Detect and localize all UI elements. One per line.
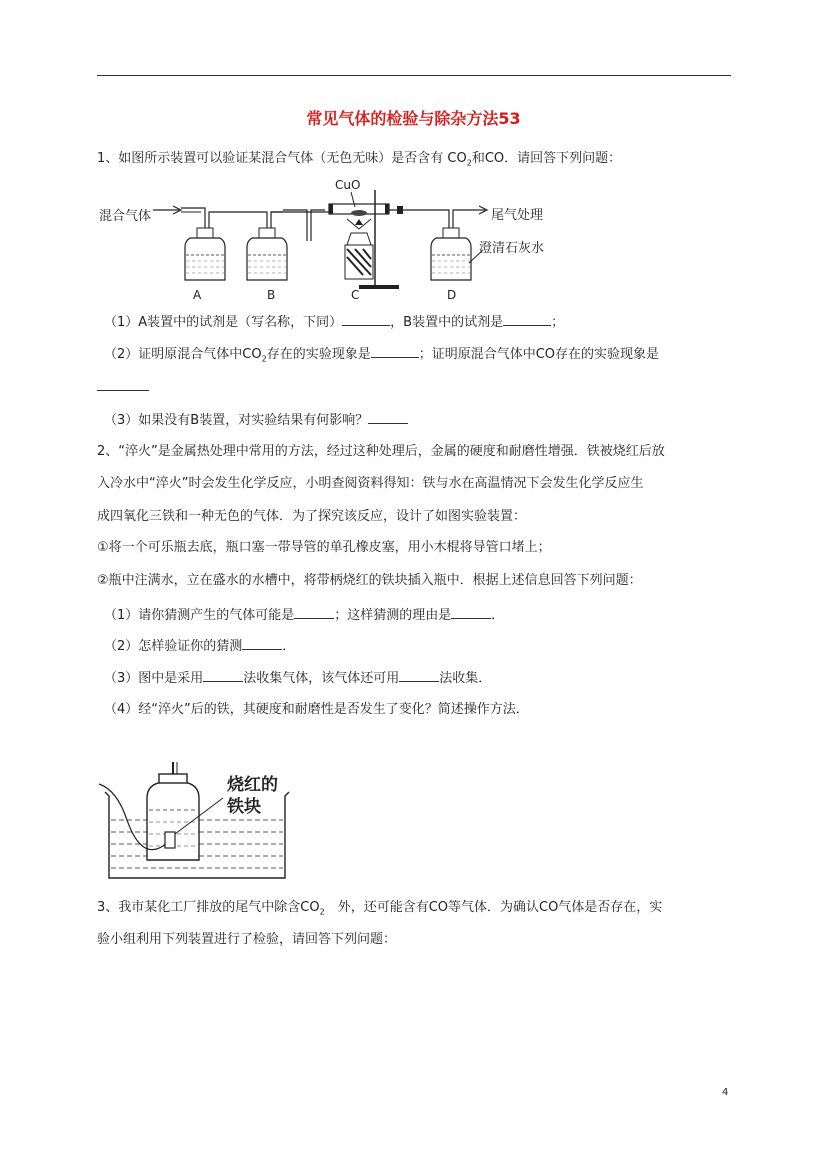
q1-part2: [104, 344, 659, 369]
q2-quench-figure: [97, 760, 297, 890]
q1-fig-limewater-label: 澄清石灰水: [479, 241, 545, 256]
q1-part2-text-mid: 存在的实验现象是: [266, 347, 371, 362]
q1-part2-blank-a[interactable]: [371, 344, 419, 358]
page-number: 4: [722, 1087, 729, 1098]
q2-line2: 入冷水中“淬火”时会发生化学反应，小明查阅资料得知：铁与水在高温情况下会发生化学反应生: [97, 476, 644, 491]
q2-part3-text-mid: 法收集气体，该气体还可用: [243, 671, 400, 686]
q1-stem: [97, 150, 621, 173]
q1-fig-label-d: D: [447, 288, 457, 302]
q1-fig-outlet-label: 尾气处理: [491, 208, 544, 223]
q1-fig-label-b: B: [267, 288, 276, 302]
q1-part2-blank-b[interactable]: [97, 377, 149, 391]
bottle-b: [247, 228, 287, 280]
q2-line3: 成四氧化三铁和一种无色的气体．为了探究该反应，设计了如图实验装置：: [97, 509, 527, 524]
q3-line2: 验小组利用下列装置进行了检验，请回答下列问题：: [97, 932, 397, 947]
q3-line1: [97, 899, 662, 922]
q1-part2-text: （2）证明原混合气体中CO: [104, 347, 262, 362]
heating-tube-c: [329, 190, 399, 289]
q2-part2-text: （2）怎样验证你的猜测: [104, 639, 243, 654]
q1-fig-cuo-label: CuO: [335, 178, 361, 192]
q1-apparatus-figure: [97, 175, 567, 305]
q1-fig-inlet-label: 混合气体: [99, 209, 152, 224]
q2-part2-text-end: ．: [282, 639, 296, 654]
q2-part2-blank[interactable]: [242, 636, 282, 650]
q2-part1-text-mid: ；这样猜测的理由是: [334, 608, 452, 623]
bottle-a: [185, 228, 225, 280]
q1-part2-subscript: 2: [261, 354, 267, 364]
q2-step1: ①将一个可乐瓶去底，瓶口塞一带导管的单孔橡皮塞，用小木棍将导管口堵上；: [97, 540, 551, 555]
q2-part1-blank-b[interactable]: [451, 605, 491, 619]
q1-part1-text: （1）A装置中的试剂是（写名称，下同）: [104, 315, 343, 330]
q1-part1-blank-a[interactable]: [342, 312, 390, 326]
q2-fig-label-line1: 烧红的: [227, 775, 278, 795]
q1-fig-label-a: A: [193, 288, 202, 302]
q1-fig-label-c: C: [351, 288, 360, 302]
q2-part3-blank-b[interactable]: [399, 668, 439, 682]
page-title: 常见气体的检验与除杂方法53: [306, 109, 521, 128]
q1-stem-subscript: 2: [466, 158, 472, 168]
header-rule: [97, 75, 731, 76]
q1-part1-text-mid: ，B装置中的试剂是: [390, 315, 504, 330]
q1-part1-text-end: ；: [551, 315, 565, 330]
q3-line1-subscript: 2: [319, 907, 325, 917]
q2-part1: [104, 605, 504, 625]
q2-step2: ②瓶中注满水，立在盛水的水槽中，将带柄烧红的铁块插入瓶中．根据上述信息回答下列问题：: [97, 573, 642, 588]
q2-part2: [104, 636, 295, 656]
q1-part1-blank-b[interactable]: [503, 312, 551, 326]
q2-part1-blank-a[interactable]: [294, 605, 334, 619]
q2-part1-text-end: ．: [491, 608, 505, 623]
q2-iron-block: [165, 832, 175, 848]
q1-stem-text-end: 和CO．请回答下列问题：: [471, 151, 622, 166]
q1-stem-text: 1、如图所示装置可以验证某混合气体（无色无味）是否含有 CO: [97, 151, 467, 166]
q1-part3-blank[interactable]: [368, 410, 408, 424]
q1-part3-text: （3）如果没有B装置，对实验结果有何影响？: [104, 413, 369, 428]
q3-line1-text-end: 外，还可能含有CO等气体．为确认CO气体是否存在，实: [324, 900, 663, 915]
q1-part3: [104, 410, 408, 430]
q2-part1-text: （1）请你猜测产生的气体可能是: [104, 608, 295, 623]
bottle-d: [431, 228, 471, 280]
q3-line1-text: 3、我市某化工厂排放的尾气中除含CO: [97, 900, 320, 915]
q2-part3-text: （3）图中是采用: [104, 671, 204, 686]
q1-part2-text-mid2: ；证明原混合气体中CO存在的实验现象是: [418, 347, 660, 362]
q2-part3-blank-a[interactable]: [203, 668, 243, 682]
q1-part2-blank-line: [97, 377, 149, 397]
q2-part4: （4）经“淬火”后的铁，其硬度和耐磨性是否发生了变化？简述操作方法．: [104, 702, 529, 717]
q2-part3-text-end: 法收集．: [439, 671, 492, 686]
q1-part1: [104, 312, 564, 332]
q2-fig-label-line2: 铁块: [227, 797, 261, 817]
q2-part3: [104, 668, 491, 688]
q2-line1: 2、“淬火”是金属热处理中常用的方法，经过这种处理后，金属的硬度和耐磨性增强．铁被烧红后放: [97, 444, 665, 459]
